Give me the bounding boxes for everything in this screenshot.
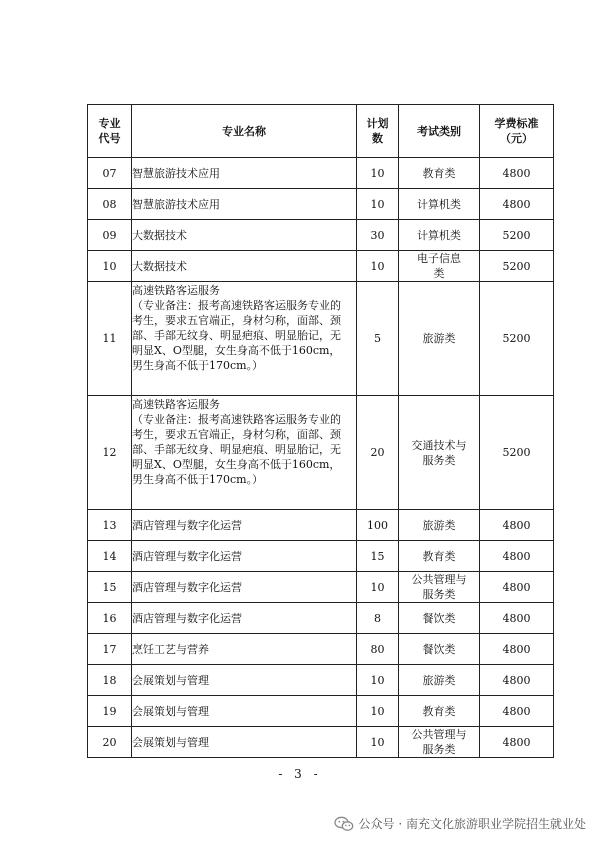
cell-fee: 4800 [480, 634, 554, 665]
cell-code: 16 [88, 603, 132, 634]
cell-fee: 5200 [480, 220, 554, 251]
cell-fee: 4800 [480, 696, 554, 727]
cell-name: 大数据技术 [132, 251, 357, 282]
table-row [88, 727, 554, 758]
wechat-icon [334, 816, 354, 832]
header-exam-type: 考试类别 [399, 105, 480, 158]
cell-plan: 10 [357, 727, 399, 758]
table-row [88, 396, 554, 510]
cell-fee: 4800 [480, 510, 554, 541]
header-name: 专业名称 [132, 105, 357, 158]
cell-plan: 10 [357, 158, 399, 189]
cell-fee: 4800 [480, 572, 554, 603]
cell-exam-type: 电子信息 类 [399, 251, 480, 282]
cell-fee: 5200 [480, 396, 554, 510]
cell-code: 15 [88, 572, 132, 603]
cell-plan: 8 [357, 603, 399, 634]
cell-plan: 10 [357, 665, 399, 696]
major-note: （专业备注：报考高速铁路客运服务专业的考生，要求五官端正，身材匀称，面部、颈部、手部无纹身、明显疤痕、明显胎记，无明显X、O型腿，女生身高不低于160cm，男生身高不低于170cm。） [132, 299, 341, 372]
table-header-row [88, 105, 554, 158]
cell-plan: 10 [357, 572, 399, 603]
table-row [88, 634, 554, 665]
cell-name: 会展策划与管理 [132, 696, 357, 727]
cell-name: 大数据技术 [132, 220, 357, 251]
cell-name: 酒店管理与数字化运营 [132, 510, 357, 541]
table-row [88, 572, 554, 603]
cell-code: 10 [88, 251, 132, 282]
cell-exam-type: 教育类 [399, 158, 480, 189]
watermark [334, 815, 586, 832]
major-name: 高速铁路客运服务 [132, 284, 220, 297]
cell-code: 08 [88, 189, 132, 220]
cell-plan: 100 [357, 510, 399, 541]
cell-exam-type: 旅游类 [399, 665, 480, 696]
header-fee: 学费标准 （元） [480, 105, 554, 158]
cell-fee: 4800 [480, 541, 554, 572]
cell-code: 09 [88, 220, 132, 251]
cell-code: 20 [88, 727, 132, 758]
admissions-table [87, 104, 554, 758]
cell-name: 会展策划与管理 [132, 727, 357, 758]
cell-name: 智慧旅游技术应用 [132, 189, 357, 220]
table-row [88, 696, 554, 727]
cell-exam-type: 教育类 [399, 541, 480, 572]
cell-fee: 4800 [480, 189, 554, 220]
cell-plan: 30 [357, 220, 399, 251]
cell-plan: 10 [357, 189, 399, 220]
cell-exam-type: 教育类 [399, 696, 480, 727]
cell-name: 酒店管理与数字化运营 [132, 603, 357, 634]
cell-code: 12 [88, 396, 132, 510]
cell-name: 智慧旅游技术应用 [132, 158, 357, 189]
watermark-text: 公众号 · 南充文化旅游职业学院招生就业处 [358, 817, 586, 831]
cell-name: 酒店管理与数字化运营 [132, 572, 357, 603]
cell-fee: 4800 [480, 727, 554, 758]
cell-code: 11 [88, 282, 132, 396]
cell-code: 13 [88, 510, 132, 541]
cell-name: 酒店管理与数字化运营 [132, 541, 357, 572]
table-row [88, 189, 554, 220]
page-number: - 3 - [278, 767, 322, 781]
cell-exam-type: 旅游类 [399, 510, 480, 541]
cell-plan: 10 [357, 251, 399, 282]
table-row [88, 282, 554, 396]
cell-exam-type: 计算机类 [399, 189, 480, 220]
header-plan: 计划 数 [357, 105, 399, 158]
cell-name-with-note [132, 396, 357, 510]
table-row [88, 251, 554, 282]
major-name: 高速铁路客运服务 [132, 398, 220, 411]
table-row [88, 541, 554, 572]
cell-fee: 4800 [480, 158, 554, 189]
cell-code: 14 [88, 541, 132, 572]
table-row [88, 220, 554, 251]
cell-exam-type: 计算机类 [399, 220, 480, 251]
table-row [88, 158, 554, 189]
major-note: （专业备注：报考高速铁路客运服务专业的考生，要求五官端正，身材匀称，面部、颈部、手部无纹身、明显疤痕、明显胎记，无明显X、O型腿，女生身高不低于160cm，男生身高不低于170cm。） [132, 413, 341, 486]
cell-code: 18 [88, 665, 132, 696]
cell-fee: 4800 [480, 603, 554, 634]
cell-plan: 15 [357, 541, 399, 572]
cell-exam-type: 餐饮类 [399, 634, 480, 665]
table-row [88, 665, 554, 696]
cell-exam-type: 公共管理与 服务类 [399, 727, 480, 758]
header-code: 专业 代号 [88, 105, 132, 158]
cell-plan: 80 [357, 634, 399, 665]
cell-name: 会展策划与管理 [132, 665, 357, 696]
table-row [88, 603, 554, 634]
cell-code: 17 [88, 634, 132, 665]
cell-exam-type: 餐饮类 [399, 603, 480, 634]
cell-fee: 5200 [480, 282, 554, 396]
cell-code: 19 [88, 696, 132, 727]
cell-exam-type: 旅游类 [399, 282, 480, 396]
cell-code: 07 [88, 158, 132, 189]
cell-fee: 5200 [480, 251, 554, 282]
cell-plan: 10 [357, 696, 399, 727]
cell-name-with-note [132, 282, 357, 396]
cell-fee: 4800 [480, 665, 554, 696]
cell-exam-type: 公共管理与 服务类 [399, 572, 480, 603]
cell-plan: 20 [357, 396, 399, 510]
cell-exam-type: 交通技术与 服务类 [399, 396, 480, 510]
cell-name: 烹饪工艺与营养 [132, 634, 357, 665]
cell-plan: 5 [357, 282, 399, 396]
table-row [88, 510, 554, 541]
